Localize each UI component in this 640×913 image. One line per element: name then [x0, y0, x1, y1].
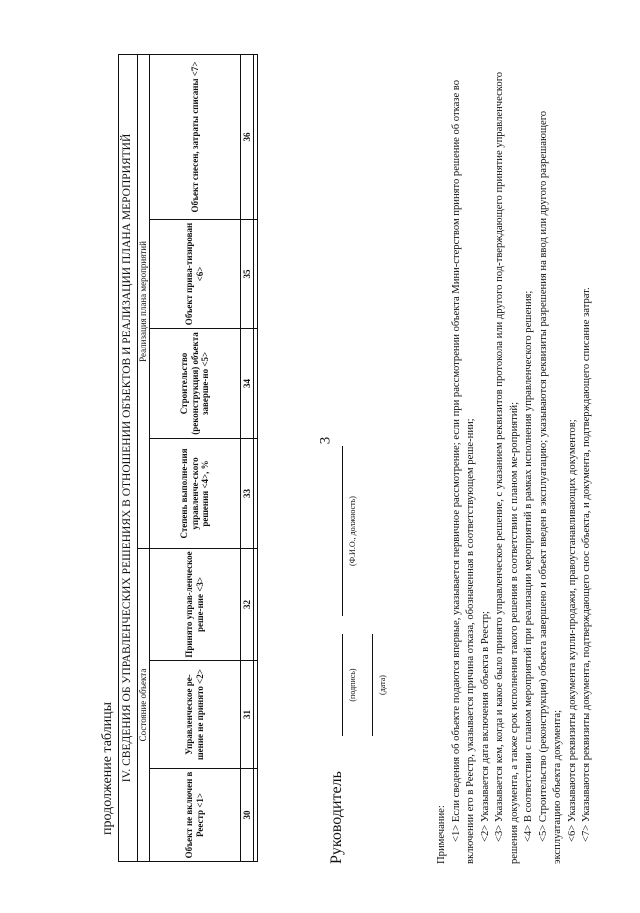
name-position-caption: (Ф.И.О., должность)	[348, 496, 357, 566]
empty-cell	[254, 549, 258, 661]
column-header: Строительство (реконструкция) объекта заверше-но <5>	[150, 329, 241, 439]
column-number: 36	[241, 55, 254, 220]
date-line	[372, 634, 373, 736]
empty-cell	[254, 439, 258, 549]
column-header: Управленческое ре-шение не принято <2>	[150, 661, 241, 769]
footnote-6: <6> Указываются реквизиты документа купли-продажи, правоустанавливающих документов;	[566, 419, 578, 842]
empty-cell	[254, 661, 258, 769]
column-number: 33	[241, 439, 254, 549]
group-header-object-state: Состояние объекта	[138, 549, 150, 862]
empty-cell	[254, 329, 258, 439]
group-header-plan-implementation: Реализация плана мероприятий	[138, 55, 150, 549]
signature-line	[342, 634, 343, 736]
footnote-3: <3> Указывается кем, когда и какое было принято управленческое решение, с указанием реквизитов протокола или другого под-тверждающего принятие управленческого решения документа, а также срок исполнения такого решения в соответствии с планом ме-роприятий;	[494, 71, 520, 864]
management-decisions-table	[118, 54, 258, 862]
column-number: 30	[241, 769, 254, 862]
footnotes	[435, 66, 595, 864]
rotated-document	[80, 55, 592, 875]
signature-block	[328, 444, 418, 864]
column-header: Объект не включен в Реестр <1>	[150, 769, 241, 862]
footnote-1: <1> Если сведения об объекте подаются впервые, указывается первичное рассмотрение; если при рассмотрении объекта Мини-стерством принято решение об отказе во включении его в Реестр, указывается причина отказа, обозначенная в соответствующем реше-нии;	[450, 79, 476, 864]
head-label: Руководитель	[328, 771, 345, 864]
name-position-line	[342, 446, 343, 616]
page-number: 3	[317, 436, 334, 445]
empty-cell	[254, 55, 258, 220]
empty-cell	[254, 769, 258, 862]
column-number: 34	[241, 329, 254, 439]
column-header: Объект снесен, затраты списаны <7>	[150, 55, 241, 220]
date-caption: (дата)	[378, 675, 387, 695]
column-header: Объект прива-тизирован <6>	[150, 220, 241, 329]
column-number: 32	[241, 549, 254, 661]
notes-heading: Примечание:	[436, 805, 447, 864]
footnote-7: <7> Указываются реквизиты документа, подтверждающего снос объекта, и документа, подтверждающего списание затрат.	[581, 287, 592, 842]
footnote-2: <2> Указывается дата включения объекта в Реестр;	[479, 611, 491, 842]
column-header: Степень выполне-ния управленче-ского решения <4>, %	[150, 439, 241, 549]
continuation-label: продолжение таблицы	[100, 701, 115, 835]
column-number: 31	[241, 661, 254, 769]
column-header: Принято управ-ленческое реше-ние <3>	[150, 549, 241, 661]
footnote-5: <5> Строительство (реконструкция) объекта завершено и объект введен в эксплуатацию; указываются реквизиты разрешения на ввод или другого разрешающего эксплуатацию объекта документа;	[537, 110, 563, 864]
footnote-4: <4> В соответствии с планом мероприятий при реализации мероприятий в рамках исполнения управленческого решения;	[523, 290, 534, 842]
table-title: IV. СВЕДЕНИЯ ОБ УПРАВЛЕНЧЕСКИХ РЕШЕНИЯХ В ОТНОШЕНИИ ОБЪЕКТОВ И РЕАЛИЗАЦИИ ПЛАНА МЕРОПРИЯТИЙ	[119, 55, 138, 862]
empty-cell	[254, 220, 258, 329]
column-number: 35	[241, 220, 254, 329]
signature-caption: (подпись)	[348, 668, 357, 702]
